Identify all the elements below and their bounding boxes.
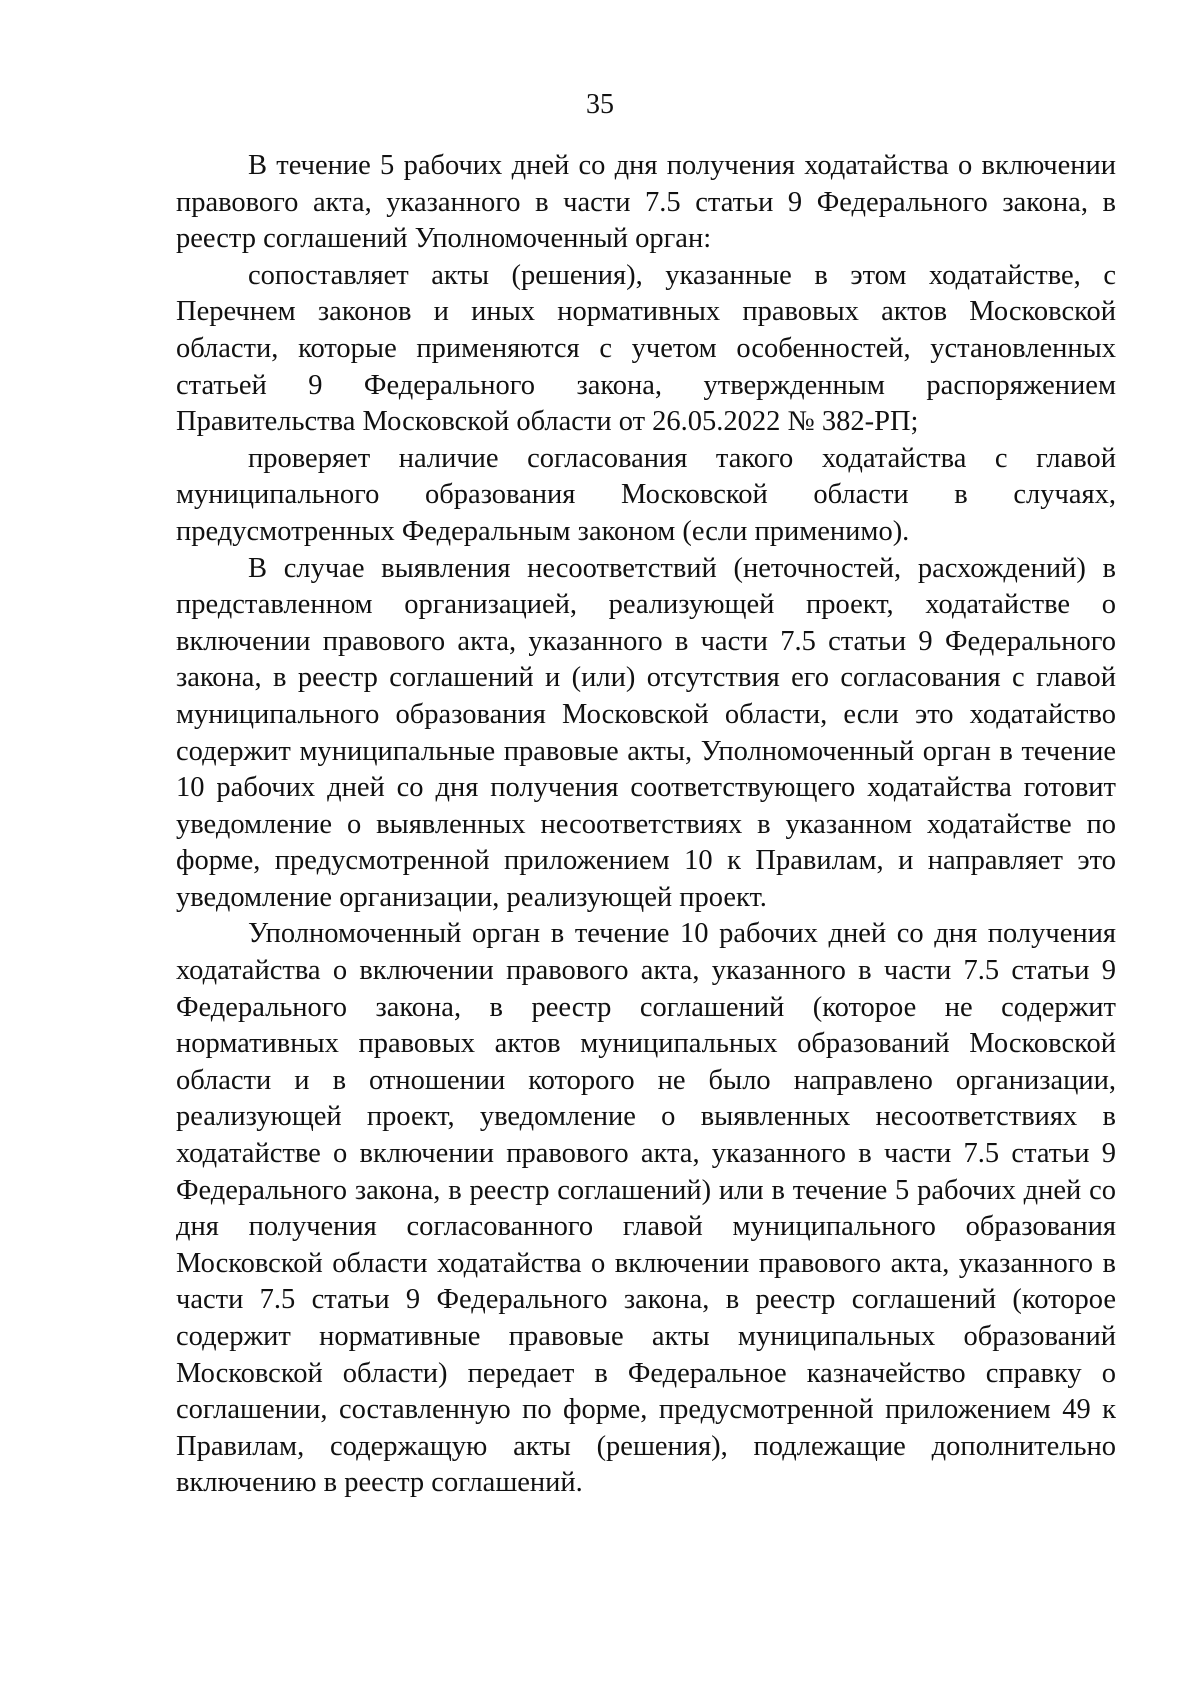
paragraph-intro: В течение 5 рабочих дней со дня получения ходатайства о включении правового акта, указанного в части 7.5 статьи 9 Федерального закона, в реестр соглашений Уполномоченный орган: (176, 150, 1116, 255)
paragraph-discrepancies: В случае выявления несоответствий (неточностей, расхождений) в представленном организацией, реализующей проект, ходатайстве о включении правового акта, указанного в части 7.5 статьи 9 Федерального закона, в реестр соглашений и (или) отсутствия его согласования с главой муниципального образования Московской области, если это ходатайство содержит муниципальные правовые акты, Уполномоченный орган в течение 10 рабочих дней со дня получения соответствующего ходатайства готовит уведомление о выявленных несоответствиях в указанном ходатайстве по форме, предусмотренной приложением 10 к Правилам, и направляет это уведомление организации, реализующей проект. (176, 552, 1116, 913)
page-number: 35 (586, 89, 614, 120)
paragraph-check-approval: проверяет наличие согласования такого ходатайства с главой муниципального образования Московской области в случаях, предусмотренных Федеральным законом (если применимо). (176, 442, 1116, 547)
paragraph-compare-acts: сопоставляет акты (решения), указанные в этом ходатайстве, с Перечнем законов и иных нормативных правовых актов Московской области, которые применяются с учетом особенностей, установленных статьей 9 Федерального закона, утвержденным распоряжением Правительства Московской области от 26.05.2022 № 382-РП; (176, 259, 1116, 438)
document-body (176, 148, 1116, 1502)
paragraph-transfer-certificate: Уполномоченный орган в течение 10 рабочих дней со дня получения ходатайства о включении правового акта, указанного в части 7.5 статьи 9 Федерального закона, в реестр соглашений (которое не содержит нормативных правовых актов муниципальных образований Московской области и в отношении которого не было направлено организации, реализующей проект, уведомление о выявленных несоответствиях в ходатайстве о включении правового акта, указанного в части 7.5 статьи 9 Федерального закона, в реестр соглашений) или в течение 5 рабочих дней со дня получения согласованного главой муниципального образования Московской области ходатайства о включении правового акта, указанного в части 7.5 статьи 9 Федерального закона, в реестр соглашений (которое содержит нормативные правовые акты муниципальных образований Московской области) передает в Федеральное казначейство справку о соглашении, составленную по форме, предусмотренной приложением 49 к Правилам, содержащую акты (решения), подлежащие дополнительно включению в реестр соглашений. (176, 918, 1116, 1499)
